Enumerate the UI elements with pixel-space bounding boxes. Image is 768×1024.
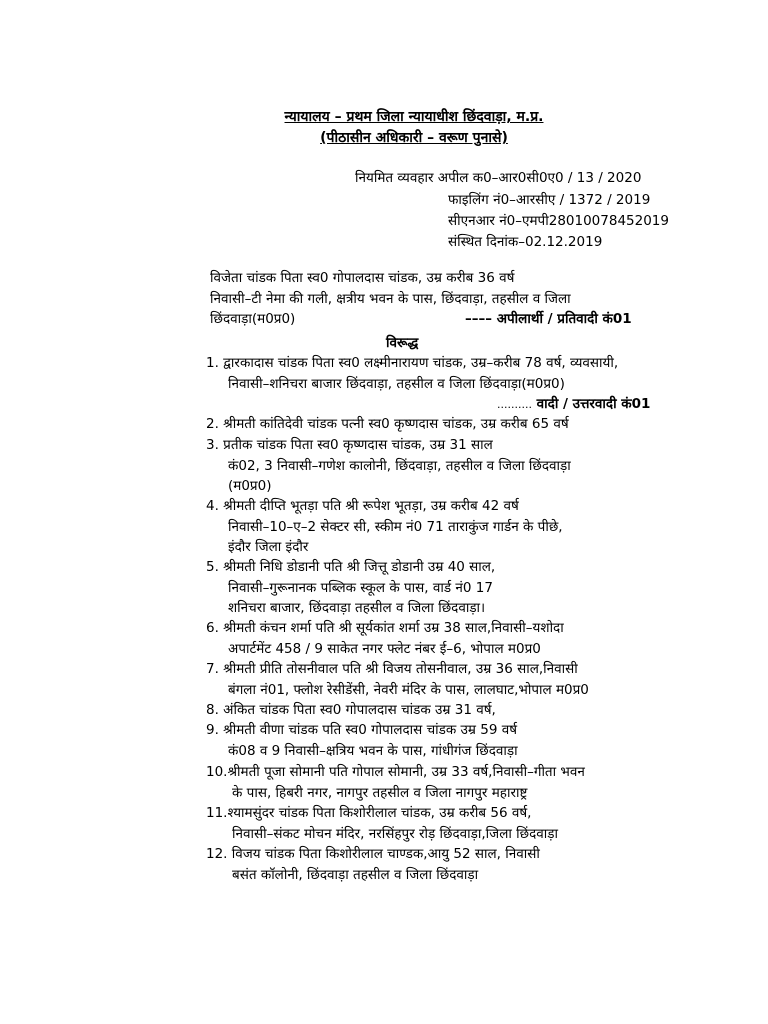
- respondent-role: [497, 394, 650, 416]
- respondent-line: 3. प्रतीक चांडक पिता स्व0 कृष्णदास चांडक, उम्र 31 साल: [206, 437, 493, 453]
- respondent-2: [206, 414, 569, 435]
- respondent-line: निवासी–संकट मोचन मंदिर, नरसिंहपुर रोड़ छिंदवाड़ा,जिला छिंदवाड़ा: [232, 825, 558, 842]
- respondent-line: 1. द्वारकादास चांडक पिता स्व0 लक्ष्मीनारायण चांडक, उम्र–करीब 78 वर्ष, व्यवसायी,: [206, 355, 619, 371]
- presiding-officer: (पीठासीन अधिकारी – वरूण पुनासे): [320, 130, 508, 146]
- respondent-line: 2. श्रीमती कांतिदेवी चांडक पत्नी स्व0 कृष्णदास चांडक, उम्र करीब 65 वर्ष: [206, 416, 569, 432]
- respondent-4: [206, 496, 563, 558]
- versus-heading: विरूद्ध: [386, 335, 419, 351]
- respondent-line: 9. श्रीमती वीणा चांडक पति स्व0 गोपालदास चांडक उम्र 59 वर्ष: [206, 722, 518, 738]
- filing-number: फाइलिंग नं0–आरसीए / 1372 / 2019: [448, 192, 651, 208]
- respondent-line: कं08 व 9 निवासी–क्षत्रिय भवन के पास, गांधीगंज छिंदवाड़ा: [228, 742, 518, 759]
- respondent-line: निवासी–शनिचरा बाजार छिंदवाड़ा, तहसील व जिला छिंदवाड़ा(म0प्र0): [228, 375, 565, 392]
- respondent-line: कं02, 3 निवासी–गणेश कालोनी, छिंदवाड़ा, तहसील व जिला छिंदवाड़ा: [228, 457, 571, 474]
- instituted-date: संस्थित दिनांक–02.12.2019: [448, 234, 603, 250]
- respondent-line: के पास, हिबरी नगर, नागपुर तहसील व जिला नागपुर महाराष्ट्र: [232, 784, 528, 801]
- respondent-11: [206, 803, 558, 844]
- court-name: न्यायालय – प्रथम जिला न्यायाधीश छिंदवाड़ा, म.प्र.: [284, 109, 544, 125]
- respondent-line: अपार्टमेंट 458 / 9 साकेत नगर फ्लेट नंबर ई–6, भोपाल म0प्र0: [228, 640, 541, 657]
- respondent-8: [206, 700, 496, 721]
- respondent-line: 8. अंकित चांडक पिता स्व0 गोपालदास चांडक उम्र 31 वर्ष,: [206, 702, 496, 718]
- cnr-number: सीएनआर नं0–एमपी28010078452019: [448, 213, 669, 229]
- respondent-line: बसंत कॉलोनी, छिंदवाड़ा तहसील व जिला छिंदवाड़ा: [232, 866, 479, 883]
- respondent-line: 4. श्रीमती दीप्ति भूतड़ा पति श्री रूपेश भूतड़ा, उम्र करीब 42 वर्ष: [206, 498, 519, 514]
- respondent-5: [206, 557, 495, 619]
- respondent-line: निवासी–गुरूनानक पब्लिक स्कूल के पास, वार्ड नं0 17: [228, 579, 493, 596]
- respondent-10: [206, 762, 585, 803]
- respondent-line: (म0प्र0): [228, 478, 272, 495]
- appellant-role: –––– अपीलार्थी / प्रतिवादी कं01: [465, 311, 632, 327]
- respondent-6: [206, 618, 564, 659]
- respondent-line: निवासी–10–ए–2 सेक्टर सी, स्कीम नं0 71 ताराकुंज गार्डन के पीछे,: [228, 518, 563, 535]
- appeal-number: नियमित व्यवहार अपील क0–आर0सी0ए0 / 13 / 2020: [355, 170, 642, 186]
- respondent-line: 12. विजय चांडक पिता किशोरीलाल चाण्डक,आयु 52 साल, निवासी: [206, 846, 540, 862]
- respondent-line: 5. श्रीमती निधि डोडानी पति श्री जित्तू डोडानी उम्र 40 साल,: [206, 559, 496, 575]
- respondent-7: [206, 659, 589, 700]
- respondent-3: [206, 435, 571, 497]
- appellant-block: [210, 268, 710, 330]
- respondent-line: 10.श्रीमती पूजा सोमानी पति गोपाल सोमानी, उम्र 33 वर्ष,निवासी–गीता भवन: [206, 764, 585, 780]
- respondent-line: 11.श्यामसुंदर चांडक पिता किशोरीलाल चांडक, उम्र करीब 56 वर्ष,: [206, 805, 532, 821]
- respondent-9: [206, 720, 518, 761]
- respondent-line: इंदौर जिला इंदौर: [228, 539, 309, 556]
- respondent-1: [206, 353, 618, 394]
- role-dots: ..........: [497, 398, 532, 411]
- respondent-line: बंगला नं01, फ्लोश रेसीडेंसी, नेवरी मंदिर के पास, लालघाट,भोपाल म0प्र0: [228, 681, 589, 698]
- respondent-line: शनिचरा बाजार, छिंदवाड़ा तहसील व जिला छिंदवाड़ा।: [228, 600, 486, 617]
- appellant-line: निवासी–टी नेमा की गली, क्षत्रीय भवन के पास, छिंदवाड़ा, तहसील व जिला: [210, 290, 571, 307]
- respondent-12: [206, 844, 540, 885]
- role-label: वादी / उत्तरवादी कं01: [536, 396, 651, 412]
- respondent-line: 7. श्रीमती प्रीति तोसनीवाल पति श्री विजय तोसनीवाल, उम्र 36 साल,निवासी: [206, 661, 578, 677]
- appellant-line: छिंदवाड़ा(म0प्र0): [210, 311, 296, 328]
- appellant-line: विजेता चांडक पिता स्व0 गोपालदास चांडक, उम्र करीब 36 वर्ष: [210, 270, 515, 286]
- respondent-line: 6. श्रीमती कंचन शर्मा पति श्री सूर्यकांत शर्मा उम्र 38 साल,निवासी–यशोदा: [206, 620, 564, 636]
